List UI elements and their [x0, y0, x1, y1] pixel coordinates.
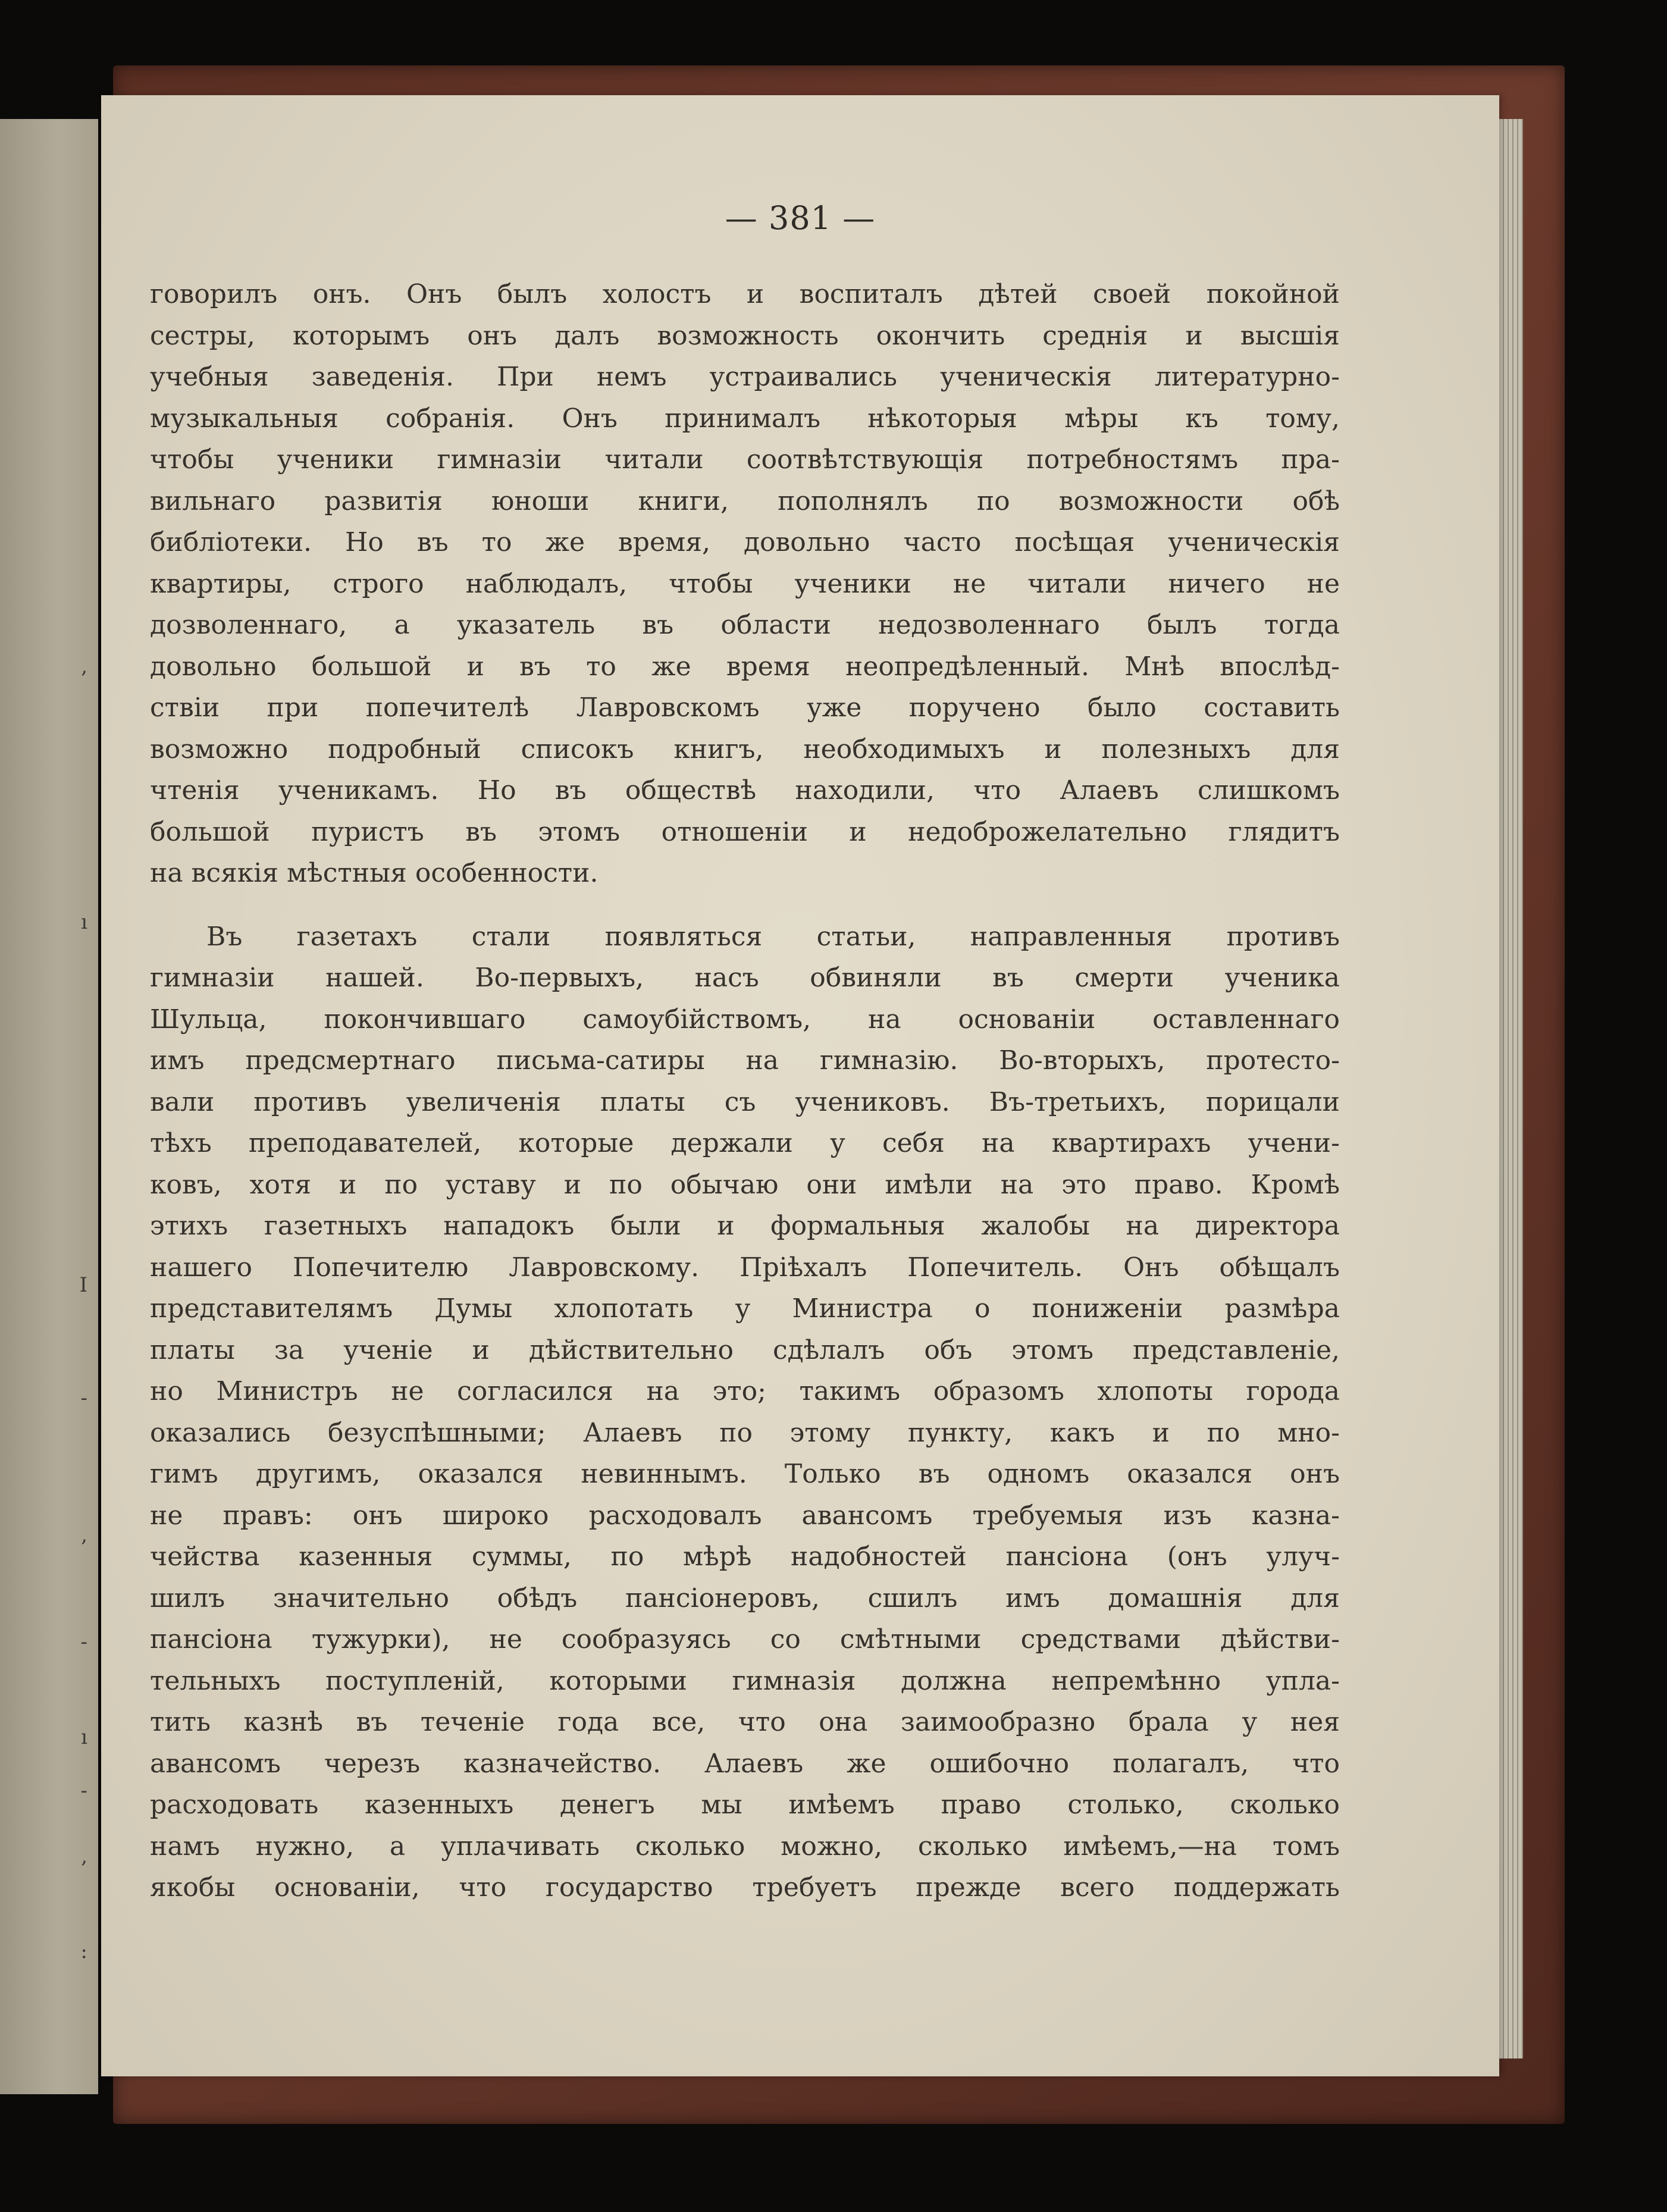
paragraph-2 — [150, 916, 1340, 1909]
left-page-mark: , — [81, 1523, 87, 1547]
text-line: вали противъ увеличенія платы съ учениковъ. Въ-третьихъ, порицали — [150, 1086, 1340, 1117]
text-line: большой пуристъ въ этомъ отношеніи и недоброжелательно глядитъ — [150, 816, 1340, 847]
text-line: авансомъ черезъ казначейство. Алаевъ же ошибочно полагалъ, что — [150, 1748, 1340, 1779]
left-page-mark: : — [80, 1940, 87, 1963]
text-line: расходовать казенныхъ денегъ мы имѣемъ право столько, сколько — [150, 1790, 1340, 1820]
left-page-margin-marks — [0, 119, 98, 2094]
paragraph-1 — [150, 274, 1340, 894]
text-line: платы за ученіе и дѣйствительно сдѣлалъ объ этомъ представленіе, — [150, 1334, 1340, 1365]
book-page — [101, 95, 1499, 2076]
left-page-mark: I — [79, 1273, 87, 1297]
text-line: ковъ, хотя и по уставу и по обычаю они имѣли на это право. Кромѣ — [150, 1169, 1340, 1200]
text-line: представителямъ Думы хлопотать у Министра о пониженіи размѣра — [150, 1293, 1340, 1324]
text-line: но Министръ не согласился на это; такимъ образомъ хлопоты города — [150, 1376, 1340, 1406]
text-line: возможно подробный списокъ книгъ, необходимыхъ и полезныхъ для — [150, 734, 1340, 765]
text-line: Въ газетахъ стали появляться статьи, направленныя противъ — [206, 921, 1340, 952]
text-line: нашего Попечителю Лавровскому. Пріѣхалъ Попечитель. Онъ обѣщалъ — [150, 1252, 1340, 1283]
text-line: тить казнѣ въ теченіе года все, что она заимообразно брала у нея — [150, 1707, 1340, 1737]
text-line: дозволеннаго, а указатель въ области недозволеннаго былъ тогда — [150, 610, 1340, 640]
text-line: намъ нужно, а уплачивать сколько можно, сколько имѣемъ,—на томъ — [150, 1831, 1340, 1862]
text-line: шилъ значительно обѣдъ пансіонеровъ, сшилъ имъ домашнія для — [150, 1583, 1340, 1613]
text-line: тельныхъ поступленій, которыми гимназія должна непремѣнно упла- — [150, 1665, 1340, 1696]
text-line: сестры, которымъ онъ далъ возможность окончить среднія и высшія — [150, 320, 1340, 351]
left-page-mark: , — [81, 1844, 87, 1868]
page-text — [150, 274, 1340, 1909]
text-line: гимъ другимъ, оказался невиннымъ. Только въ одномъ оказался онъ — [150, 1459, 1340, 1489]
text-line: тѣхъ преподавателей, которые держали у себя на квартирахъ учени- — [150, 1128, 1340, 1158]
left-page-mark: - — [80, 1386, 87, 1410]
text-line: музыкальныя собранія. Онъ принималъ нѣкоторыя мѣры къ тому, — [150, 403, 1340, 434]
text-line: чтенія ученикамъ. Но въ обществѣ находили, что Алаевъ слишкомъ — [150, 775, 1340, 806]
text-line: говорилъ онъ. Онъ былъ холостъ и воспиталъ дѣтей своей покойной — [150, 279, 1340, 309]
text-line: этихъ газетныхъ нападокъ были и формальныя жалобы на директора — [150, 1211, 1340, 1241]
text-line: оказались безуспѣшными; Алаевъ по этому пункту, какъ и по мно- — [150, 1417, 1340, 1448]
text-line: библіотеки. Но въ то же время, довольно часто посѣщая ученическія — [150, 527, 1340, 557]
left-page-mark: ı — [81, 1725, 87, 1749]
left-facing-page — [0, 119, 98, 2094]
text-line: ствіи при попечителѣ Лавровскомъ уже поручено было составить — [150, 693, 1340, 723]
text-line: имъ предсмертнаго письма-сатиры на гимназію. Во-вторыхъ, протесто- — [150, 1045, 1340, 1076]
text-line: вильнаго развитія юноши книги, пополнялъ по возможности обѣ — [150, 485, 1340, 516]
text-line: Шульца, покончившаго самоубійствомъ, на основаніи оставленнаго — [150, 1004, 1340, 1035]
text-line: гимназіи нашей. Во-первыхъ, насъ обвиняли въ смерти ученика — [150, 963, 1340, 993]
page-number: — 381 — — [725, 199, 876, 237]
left-page-mark: ı — [81, 910, 87, 934]
text-line: на всякія мѣстныя особенности. — [150, 858, 599, 888]
text-line: якобы основаніи, что государство требуетъ прежде всего поддержать — [150, 1872, 1340, 1903]
text-line: чейства казенныя суммы, по мѣрѣ надобностей пансіона (онъ улуч- — [150, 1541, 1340, 1572]
paragraph-gap — [150, 894, 1340, 916]
text-line: довольно большой и въ то же время неопредѣленный. Мнѣ впослѣд- — [150, 651, 1340, 682]
text-line: чтобы ученики гимназіи читали соотвѣтствующія потребностямъ пра- — [150, 444, 1340, 475]
left-page-mark: - — [80, 1630, 87, 1654]
text-line: пансіона тужурки), не сообразуясь со смѣтными средствами дѣйстви- — [150, 1624, 1340, 1655]
left-page-mark: , — [81, 654, 87, 678]
text-line: квартиры, строго наблюдалъ, чтобы ученики не читали ничего не — [150, 568, 1340, 599]
text-line: учебныя заведенія. При немъ устраивались ученическія литературно- — [150, 362, 1340, 392]
left-page-mark: - — [80, 1779, 87, 1803]
text-line: не правъ: онъ широко расходовалъ авансомъ требуемыя изъ казна- — [150, 1500, 1340, 1531]
